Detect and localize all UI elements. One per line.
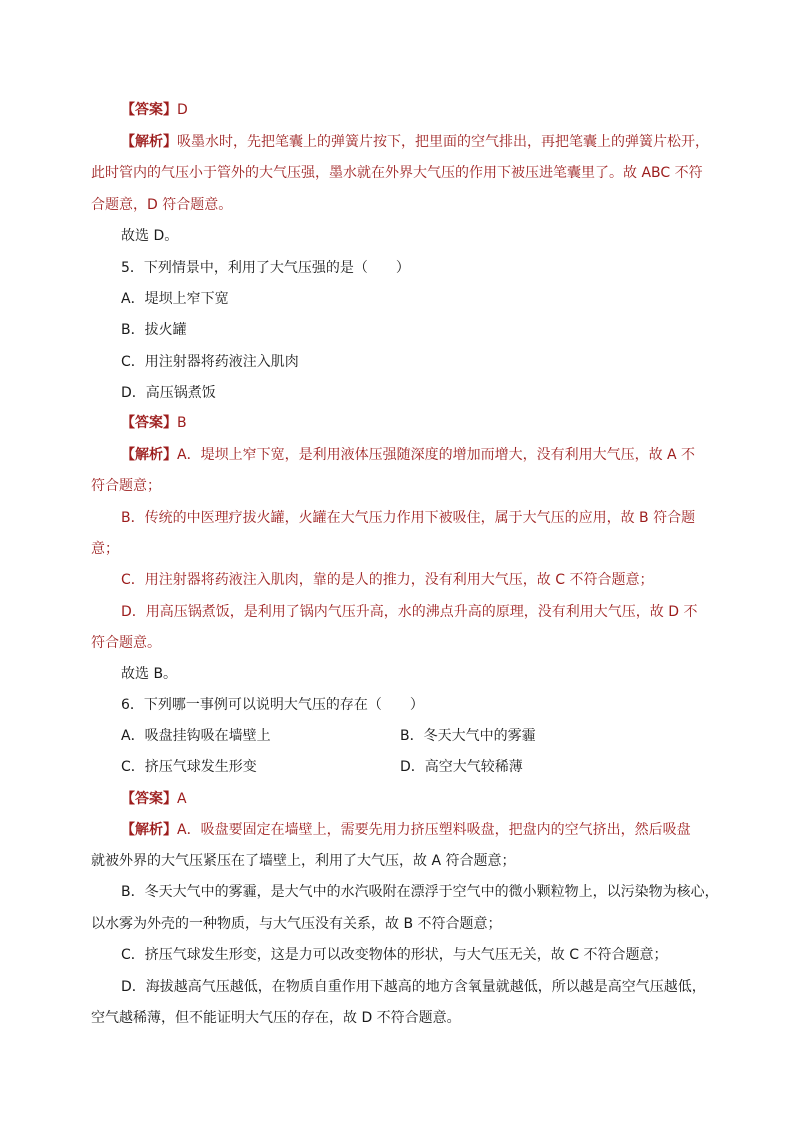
q4-choose: 故选 D。: [121, 228, 179, 244]
answer-tag: 【答案】: [121, 102, 177, 118]
q5-option-b: B．拔火罐: [121, 322, 187, 338]
explanation-tag: 【解析】: [121, 134, 177, 150]
q6-exp-a-2: 就被外界的大气压紧压在了墙壁上，利用了大气压，故 A 符合题意；: [91, 853, 516, 869]
q5-stem: 5．下列情景中，利用了大气压强的是（ ）: [121, 260, 410, 276]
answer-tag: 【答案】: [121, 791, 177, 807]
q5-option-c: C．用注射器将药液注入肌肉: [121, 354, 299, 370]
q6-option-b: B．冬天大气中的雾霾: [400, 728, 536, 744]
q4-answer: D: [177, 102, 188, 118]
q5-option-a: A．堤坝上窄下宽: [121, 291, 229, 307]
q4-explanation-line-1: [121, 132, 741, 152]
q6-answer-line: [121, 789, 741, 809]
q6-exp-a-1: A．吸盘要固定在墙壁上，需要先用力挤压塑料吸盘，把盘内的空气挤出，然后吸盘: [177, 822, 691, 838]
q6-options-row-1: [121, 726, 741, 746]
q6-explanation-line-1: [121, 820, 741, 840]
q4-exp-text-1: 吸墨水时，先把笔囊上的弹簧片按下，把里面的空气排出，再把笔囊上的弹簧片松开，: [177, 134, 709, 150]
q5-choose: 故选 B。: [121, 666, 178, 682]
q5-answer-line: [121, 413, 741, 433]
q6-answer: A: [177, 791, 187, 807]
q5-exp-d-2: 符合题意。: [91, 635, 161, 651]
q6-exp-b-2: 以水雾为外壳的一种物质，与大气压没有关系，故 B 不符合题意；: [91, 916, 502, 932]
q4-exp-text-3: 合题意，D 符合题意。: [91, 197, 233, 213]
q5-exp-d-1: D．用高压锅煮饭，是利用了锅内气压升高，水的沸点升高的原理，没有利用大气压，故 D 不: [121, 604, 698, 620]
q5-option-d: D．高压锅煮饭: [121, 385, 216, 401]
q6-exp-c: C．挤压气球发生形变，这是力可以改变物体的形状，与大气压无关，故 C 不符合题意；: [121, 947, 668, 963]
explanation-tag: 【解析】: [121, 822, 177, 838]
q5-answer: B: [177, 415, 187, 431]
q5-exp-b-1: B．传统的中医理疗拔火罐，火罐在大气压力作用下被吸住，属于大气压的应用，故 B 符合题: [121, 510, 696, 526]
q6-option-d: D．高空大气较稀薄: [400, 759, 523, 775]
q6-stem: 6．下列哪一事例可以说明大气压的存在（ ）: [121, 697, 424, 713]
q6-exp-d-1: D．海拔越高气压越低，在物质自重作用下越高的地方含氧量就越低，所以越是高空气压越低，: [121, 979, 706, 995]
q5-exp-a-2: 符合题意；: [91, 478, 161, 494]
explanation-tag: 【解析】: [121, 447, 177, 463]
q5-exp-b-2: 意；: [91, 541, 119, 557]
q6-option-c: C．挤压气球发生形变: [121, 759, 257, 775]
q5-exp-c: C．用注射器将药液注入肌肉，靠的是人的推力，没有利用大气压，故 C 不符合题意；: [121, 572, 654, 588]
q5-exp-a-1: A．堤坝上窄下宽，是利用液体压强随深度的增加而增大，没有利用大气压，故 A 不: [177, 447, 696, 463]
q5-explanation-line-1: [121, 445, 741, 465]
q6-options-row-2: [121, 757, 741, 777]
q6-exp-d-2: 空气越稀薄，但不能证明大气压的存在，故 D 不符合题意。: [91, 1010, 461, 1026]
q4-exp-text-2: 此时管内的气压小于管外的大气压强，墨水就在外界大气压的作用下被压进笔囊里了。故 ABC 不符: [91, 165, 703, 181]
q6-exp-b-1: B．冬天大气中的雾霾，是大气中的水汽吸附在漂浮于空气中的微小颗粒物上，以污染物为核心，: [121, 884, 719, 900]
q6-option-a: A．吸盘挂钩吸在墙壁上: [121, 728, 271, 744]
q4-answer-line: [121, 100, 741, 120]
answer-tag: 【答案】: [121, 415, 177, 431]
